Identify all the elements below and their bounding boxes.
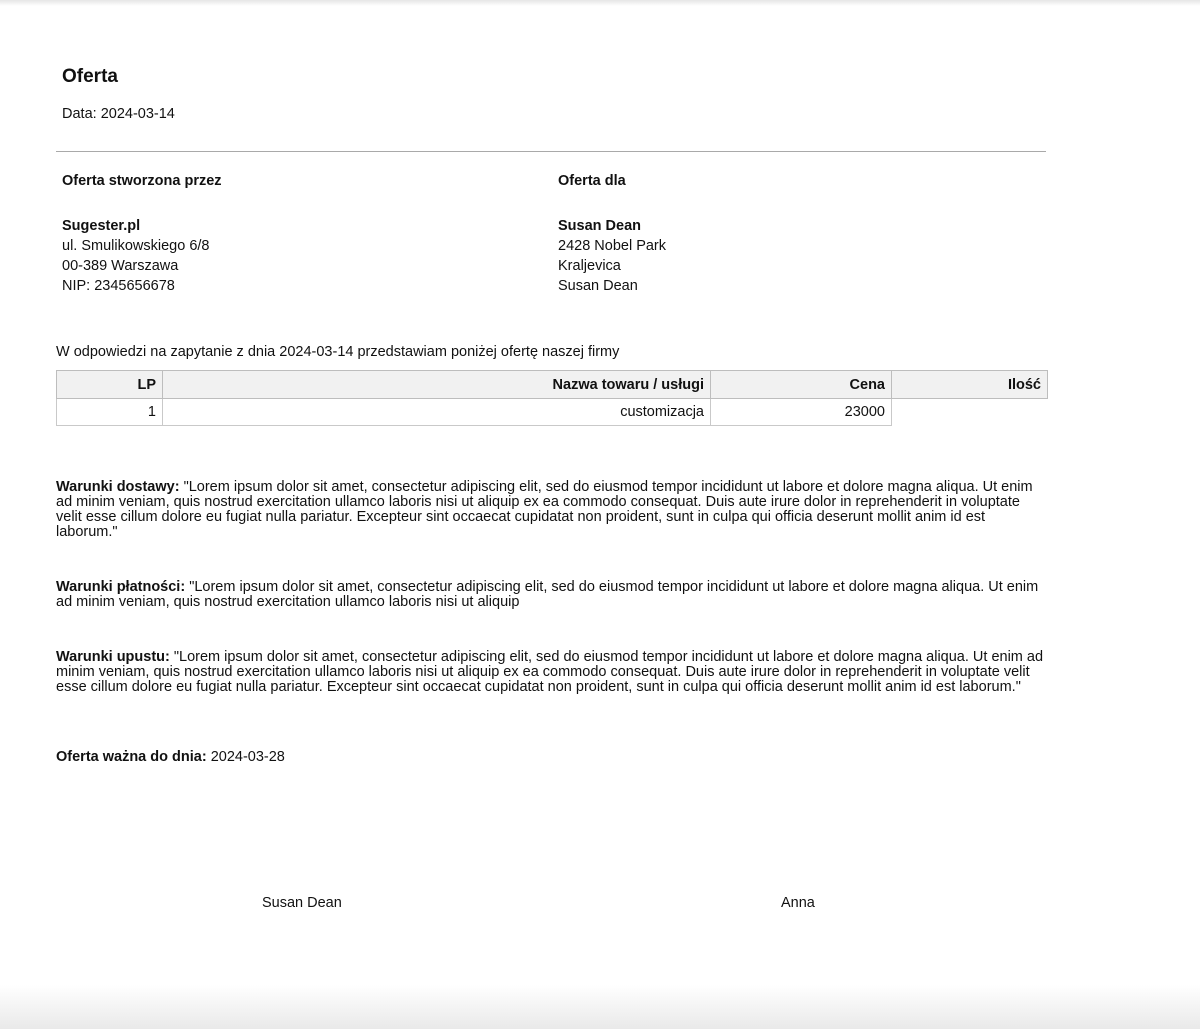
seller-city: 00-389 Warszawa	[62, 258, 179, 274]
buyer-contact: Susan Dean	[558, 278, 638, 294]
payment-terms	[56, 580, 1046, 610]
signature-buyer: Susan Dean	[262, 895, 342, 911]
seller-street: ul. Smulikowskiego 6/8	[62, 238, 210, 254]
document-date	[62, 106, 175, 122]
page-top-shadow	[0, 0, 1200, 6]
header-quantity: Ilość	[892, 371, 1048, 399]
row-lp: 1	[57, 399, 163, 426]
row-name: customizacja	[163, 399, 711, 426]
table-header-row	[57, 371, 1048, 399]
buyer-city: Kraljevica	[558, 258, 621, 274]
buyer-block	[558, 171, 998, 296]
date-label: Data:	[62, 106, 97, 122]
validity-label: Oferta ważna do dnia:	[56, 749, 207, 765]
intro-text: W odpowiedzi na zapytanie z dnia 2024-03-14 przedstawiam poniżej ofertę naszej firmy	[56, 344, 620, 360]
discount-terms	[56, 650, 1046, 695]
row-quantity	[892, 399, 1048, 426]
seller-heading: Oferta stworzona przez	[62, 173, 222, 189]
buyer-street: 2428 Nobel Park	[558, 238, 667, 254]
seller-name: Sugester.pl	[62, 218, 141, 234]
page-bottom-shadow	[0, 985, 1200, 1029]
header-lp: LP	[57, 371, 163, 399]
table-row	[57, 399, 1048, 426]
items-table	[56, 370, 1048, 426]
delivery-terms-label: Warunki dostawy:	[56, 479, 180, 495]
seller-block	[62, 171, 502, 296]
payment-terms-text: "Lorem ipsum dolor sit amet, consectetur adipiscing elit, sed do eiusmod tempor incididunt ut labore et dolore magna aliqua. Ut enim ad minim veniam, quis nostrud exercitation ullamco laboris nisi ut aliquip	[56, 579, 1039, 610]
validity-line	[56, 749, 285, 765]
signature-seller: Anna	[781, 895, 815, 911]
row-price: 23000	[711, 399, 892, 426]
header-price: Cena	[711, 371, 892, 399]
discount-terms-text: "Lorem ipsum dolor sit amet, consectetur adipiscing elit, sed do eiusmod tempor incididunt ut labore et dolore magna aliqua. Ut enim ad minim veniam, quis nostrud exercitation ullamco laboris nisi ut aliquip ex ea commodo consequat. Duis aute irure dolor in reprehenderit in voluptate velit esse cillum dolore eu fugiat nulla pariatur. Excepteur sint occaecat cupidatat non proident, sunt in culpa qui officia deserunt mollit anim id est laborum."	[56, 649, 1044, 695]
document-title: Oferta	[62, 66, 118, 87]
validity-date: 2024-03-28	[210, 749, 285, 765]
discount-terms-label: Warunki upustu:	[56, 649, 170, 665]
payment-terms-label: Warunki płatności:	[56, 579, 186, 595]
delivery-terms-text: "Lorem ipsum dolor sit amet, consectetur adipiscing elit, sed do eiusmod tempor incididunt ut labore et dolore magna aliqua. Ut enim ad minim veniam, quis nostrud exercitation ullamco laboris nisi ut aliquip ex ea commodo consequat. Duis aute irure dolor in reprehenderit in voluptate velit esse cillum dolore eu fugiat nulla pariatur. Excepteur sint occaecat cupidatat non proident, sunt in culpa qui officia deserunt mollit anim id est laborum."	[56, 479, 1033, 540]
header-name: Nazwa towaru / usługi	[163, 371, 711, 399]
header-divider	[56, 151, 1046, 152]
delivery-terms	[56, 480, 1046, 540]
date-value: 2024-03-14	[100, 106, 175, 122]
buyer-heading: Oferta dla	[558, 173, 626, 189]
seller-tax-id: NIP: 2345656678	[62, 278, 175, 294]
buyer-name: Susan Dean	[558, 218, 641, 234]
